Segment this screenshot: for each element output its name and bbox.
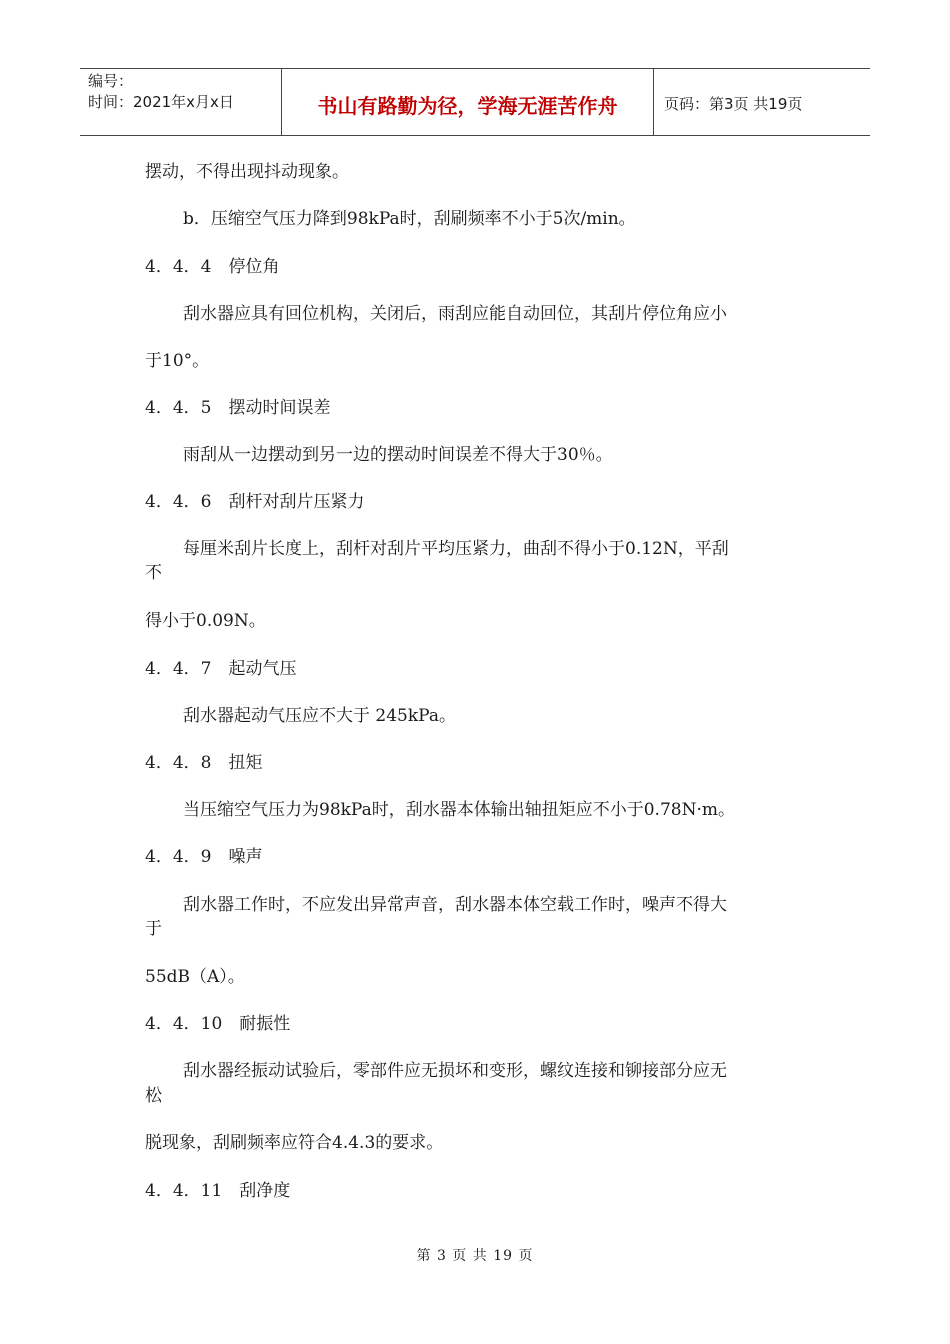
section-heading: 4．4．9 噪声	[145, 847, 263, 867]
body-line: 摆动，不得出现抖动现象。	[145, 162, 349, 182]
body-line: 当压缩空气压力为98kPa时，刮水器本体输出轴扭矩应不小于0.78N·m。	[183, 800, 735, 820]
section-heading: 4．4．5 摆动时间误差	[145, 398, 331, 418]
body-line: 刮水器起动气压应不大于 245kPa。	[183, 706, 456, 726]
section-heading: 4．4．6 刮杆对刮片压紧力	[145, 492, 365, 512]
section-heading: 4．4．4 停位角	[145, 257, 280, 277]
section-heading: 4．4．10 耐振性	[145, 1014, 291, 1034]
body-line: 于10°。	[145, 351, 210, 371]
body-line: 脱现象，刮刷频率应符合4.4.3的要求。	[145, 1133, 444, 1153]
page-footer: 第 3 页 共 19 页	[416, 1248, 534, 1264]
body-line: 刮水器经振动试验后，零部件应无损坏和变形，螺纹连接和铆接部分应无	[183, 1061, 727, 1081]
body-line: 松	[145, 1086, 162, 1106]
header-motto: 书山有路勤为径，学海无涯苦作舟	[282, 69, 654, 135]
body-line: 得小于0.09N。	[145, 611, 266, 631]
section-heading: 4．4．11 刮净度	[145, 1181, 291, 1201]
document-number-label: 编号：	[88, 72, 134, 90]
body-line: 不	[145, 563, 162, 583]
page-header	[80, 68, 870, 136]
body-line: 雨刮从一边摆动到另一边的摆动时间误差不得大于30％。	[183, 445, 613, 465]
header-page-info: 页码：第3页 共19页	[664, 94, 803, 113]
body-line: b．压缩空气压力降到98kPa时，刮刷频率不小于5次/min。	[183, 209, 636, 229]
body-line: 55dB（A）。	[145, 967, 245, 987]
section-heading: 4．4．7 起动气压	[145, 659, 297, 679]
body-line: 于	[145, 919, 162, 939]
header-meta	[80, 69, 282, 135]
body-line: 每厘米刮片长度上，刮杆对刮片平均压紧力，曲刮不得小于0.12N，平刮	[183, 539, 729, 559]
body-line: 刮水器工作时，不应发出异常声音，刮水器本体空载工作时，噪声不得大	[183, 895, 727, 915]
body-line: 刮水器应具有回位机构，关闭后，雨刮应能自动回位，其刮片停位角应小	[183, 304, 727, 324]
section-heading: 4．4．8 扭矩	[145, 753, 263, 773]
document-date: 时间：2021年x月x日	[88, 93, 234, 111]
